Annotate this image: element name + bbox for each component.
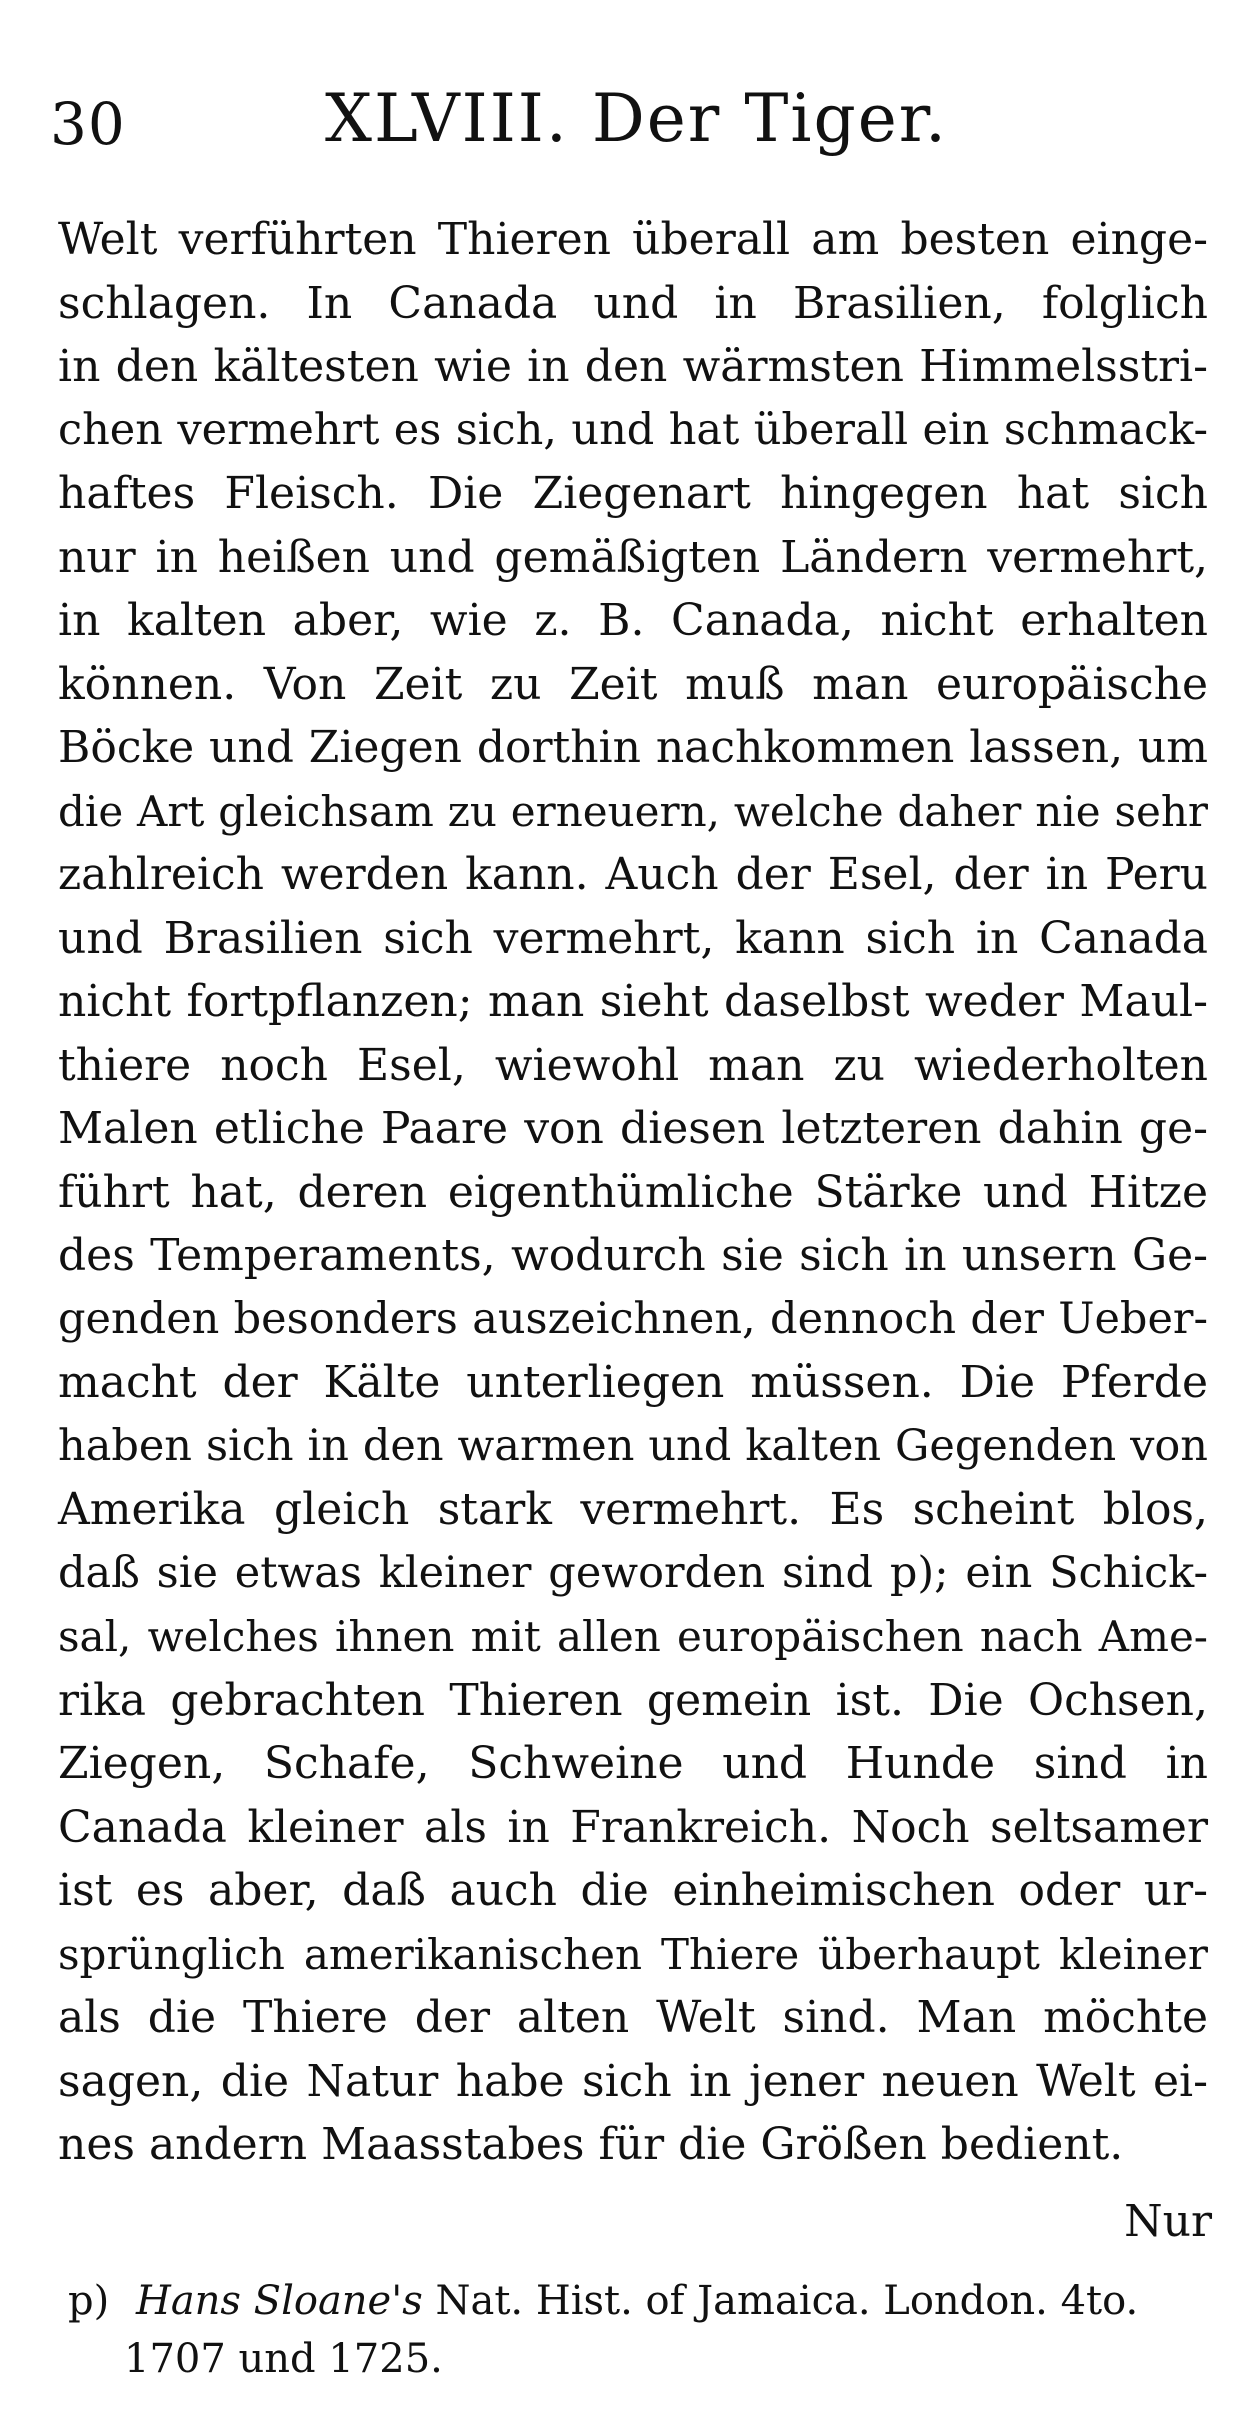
text-line: die Art gleichsam zu erneuern, welche daher nie sehr xyxy=(58,786,1208,836)
footnote-line xyxy=(68,2272,1218,2330)
text-line: Ziegen, Schafe, Schweine und Hunde sind in xyxy=(58,1738,1208,1789)
text-line: haben sich in den warmen und kalten Gegenden von xyxy=(58,1420,1208,1471)
text-line: nicht fortpflanzen; man sieht daselbst weder Maul- xyxy=(58,976,1208,1027)
text-line: als die Thiere der alten Welt sind. Man möchte xyxy=(58,1992,1208,2043)
body-text xyxy=(58,208,1208,2177)
text-line: daß sie etwas kleiner geworden sind p); ein Schick- xyxy=(58,1547,1208,1598)
footnote-marker: p) xyxy=(68,2278,110,2324)
catchword: Nur xyxy=(1124,2196,1212,2247)
running-title: XLVIII. Der Tiger. xyxy=(325,80,949,157)
text-line: nes andern Maasstabes für die Größen bedient. xyxy=(58,2119,1124,2170)
text-line: in kalten aber, wie z. B. Canada, nicht erhalten xyxy=(58,595,1208,646)
text-line: schlagen. In Canada und in Brasilien, folglich xyxy=(58,277,1208,329)
footnote xyxy=(68,2272,1218,2388)
text-line: rika gebrachten Thieren gemein ist. Die Ochsen, xyxy=(58,1674,1208,1726)
text-line: führt hat, deren eigenthümliche Stärke und Hitze xyxy=(58,1166,1208,1218)
footnote-years: 1707 und 1725. xyxy=(124,2336,443,2382)
page-number: 30 xyxy=(50,90,126,158)
page-header xyxy=(50,72,1210,182)
text-line: thiere noch Esel, wiewohl man zu wiederholten xyxy=(58,1039,1208,1091)
text-line: Amerika gleich stark vermehrt. Es scheint blos, xyxy=(58,1484,1208,1535)
text-line: chen vermehrt es sich, und hat überall ein schmack- xyxy=(58,404,1208,455)
text-line: Welt verführten Thieren überall am besten einge- xyxy=(58,214,1208,265)
text-line: Böcke und Ziegen dorthin nachkommen lassen, um xyxy=(58,722,1208,773)
text-line: sprünglich amerikanischen Thiere überhaupt kleiner xyxy=(58,1929,1208,1979)
text-line: sal, welches ihnen mit allen europäischen nach Ame- xyxy=(58,1612,1208,1661)
text-line: zahlreich werden kann. Auch der Esel, der in Peru xyxy=(58,849,1208,900)
text-line: sagen, die Natur habe sich in jener neuen Welt ei- xyxy=(58,2055,1208,2107)
text-line: macht der Kälte unterliegen müssen. Die Pferde xyxy=(58,1357,1208,1408)
text-line: und Brasilien sich vermehrt, kann sich in Canada xyxy=(58,912,1208,964)
text-line: genden besonders auszeichnen, dennoch der Ueber- xyxy=(58,1293,1208,1344)
text-line: haftes Fleisch. Die Ziegenart hingegen hat sich xyxy=(58,468,1208,519)
text-line: Malen etliche Paare von diesen letzteren dahin ge- xyxy=(58,1103,1208,1154)
footnote-author: Hans Sloane's xyxy=(135,2278,423,2324)
text-line: nur in heißen und gemäßigten Ländern vermehrt, xyxy=(58,531,1208,583)
footnote-citation: Nat. Hist. of Jamaica. London. 4to. xyxy=(435,2278,1139,2324)
text-line: Canada kleiner als in Frankreich. Noch seltsamer xyxy=(58,1801,1208,1853)
text-line: können. Von Zeit zu Zeit muß man europäische xyxy=(58,658,1208,710)
text-line: ist es aber, daß auch die einheimischen oder ur- xyxy=(58,1865,1208,1916)
text-line: des Temperaments, wodurch sie sich in unsern Ge- xyxy=(58,1230,1208,1281)
text-line: in den kältesten wie in den wärmsten Himmelsstri- xyxy=(58,341,1208,392)
